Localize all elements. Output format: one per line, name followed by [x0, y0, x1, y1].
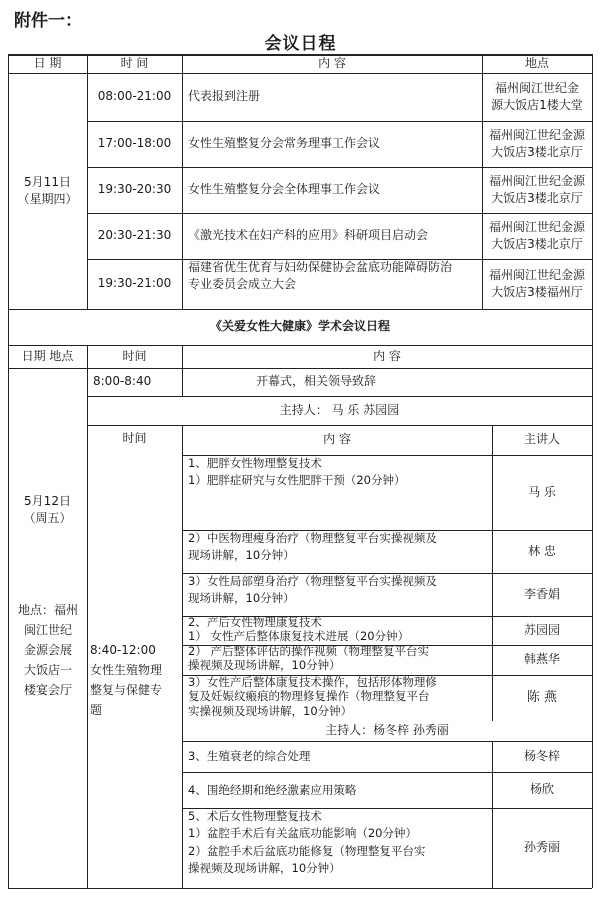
place-line: 福州闽江世纪金源 — [488, 219, 585, 234]
attachment-label: 附件一： — [14, 11, 82, 31]
t1-row3-place — [482, 167, 592, 213]
t1-row2-place — [482, 121, 592, 167]
t1-header-time: 时 间 — [120, 55, 149, 70]
t2-sub-header-speaker: 主讲人 — [523, 432, 560, 447]
content-line: 1） 女性产后整体康复技术进展（20分钟） — [188, 628, 410, 643]
content-line: 福建省优生优育与妇幼保健协会盆底功能障碍防治 — [188, 260, 453, 274]
t2-item-8: 4、围绝经期和绝经激素应用策略 — [188, 782, 357, 797]
t1-row2-content: 女性生殖整复分会常务理事工作会议 — [188, 136, 381, 151]
t2-sub-header-content: 内 容 — [323, 432, 351, 447]
t2-item-2-speaker: 林 忠 — [528, 543, 556, 558]
t2-title: 《关爱女性大健康》学术会议日程 — [209, 319, 390, 334]
t1-row5-content — [182, 259, 482, 309]
place-line: 大饭店3楼北京厅 — [491, 145, 583, 159]
place-line: 福州闽江世纪金源 — [488, 173, 585, 188]
t2-item-6-speaker: 陈 燕 — [526, 689, 558, 705]
t2-date — [8, 490, 87, 530]
content-line: 2、产后女性物理康复技术 — [188, 615, 322, 629]
t1-header-place: 地点 — [524, 55, 549, 70]
t2-item-1-speaker: 马 乐 — [528, 484, 556, 499]
t2-header-date: 日期 地点 — [21, 348, 74, 363]
place-line: 福州闽江世纪金源 — [488, 127, 585, 142]
t2-sub-header-time: 时间 — [122, 431, 147, 446]
t1-row1-time: 08:00-21:00 — [97, 89, 172, 104]
t2-bottom-line — [8, 888, 592, 889]
t2-item-9 — [182, 808, 492, 888]
right-border — [592, 345, 593, 888]
t1-row2-time: 17:00-18:00 — [97, 136, 172, 151]
t2-item-2 — [182, 530, 492, 573]
t1-row3-content: 女性生殖整复分会全体理事工作会议 — [188, 182, 381, 197]
content-line: 1）盆腔手术后有关盆底功能影响（20分钟） — [188, 826, 417, 841]
t2-item-3 — [182, 573, 492, 616]
place-line: 大饭店3楼福州厅 — [491, 285, 583, 299]
content-line: 1、肥胖女性物理整复技术 — [188, 456, 322, 470]
t2-host2: 主持人：杨冬梓 孙秀丽 — [325, 723, 449, 738]
t2-col-line — [87, 345, 88, 888]
content-line: 3）女性产后整体康复技术操作，包括形体物理修 — [188, 675, 437, 689]
place-line: 金源会展 — [23, 643, 72, 657]
content-line: 现场讲解，10分钟） — [188, 547, 295, 562]
left-border — [8, 345, 9, 888]
topic-line: 女性生殖物理 — [90, 663, 163, 677]
content-line: 2）盆腔手术后盆底功能修复（物理整复平台实 — [188, 843, 426, 858]
t1-date-weekday: （星期四） — [17, 192, 78, 206]
place-line: 闽江世纪 — [23, 623, 72, 637]
t2-item-5 — [182, 645, 492, 675]
content-line: 5、术后女性物理整复技术 — [188, 809, 322, 823]
place-line: 楼宴会厅 — [23, 683, 72, 697]
t2-item-5-speaker: 韩燕华 — [523, 652, 560, 667]
place-line: 地点：福州 — [17, 603, 78, 617]
t2-item-9-speaker: 孙秀丽 — [523, 840, 560, 855]
t1-header-content: 内 容 — [318, 55, 346, 70]
t2-item-7-speaker: 杨冬梓 — [523, 748, 560, 763]
place-line: 大饭店3楼北京厅 — [491, 191, 583, 205]
content-line: 复及妊娠纹瘢痕的物理修复操作（物理整复平台 — [188, 689, 430, 704]
t1-row5-place — [482, 259, 592, 309]
topic-line: 题 — [90, 703, 103, 717]
content-line: 2） 产后整体评估的操作视频（物理整复平台实 — [188, 644, 429, 658]
t1-row4-place — [482, 213, 592, 259]
content-line: 2）中医物理瘦身治疗（物理整复平台实操视频及 — [188, 531, 437, 545]
page-title: 会议日程 — [264, 34, 337, 54]
content-line: 现场讲解，10分钟） — [188, 590, 295, 605]
t1-date-day: 5月11日 — [24, 174, 71, 189]
content-line: 操视频及现场讲解，10分钟） — [188, 860, 341, 875]
t2-item-3-speaker: 李香娟 — [523, 586, 560, 601]
topic-line: 整复与保健专 — [90, 683, 163, 697]
content-line: 专业委员会成立大会 — [188, 277, 297, 292]
t2-opening-time: 8:00-8:40 — [93, 374, 152, 389]
t2-opening-content: 开幕式，相关领导致辞 — [256, 374, 377, 389]
t1-date — [8, 73, 87, 309]
content-line: 1）肥胖症研究与女性肥胖干预（20分钟） — [188, 472, 406, 487]
t1-row4-content: 《激光技术在妇产科的应用》科研项目启动会 — [188, 228, 429, 243]
place-line: 福州闽江世纪金源 — [488, 267, 585, 282]
t2-header-content: 内 容 — [373, 348, 401, 363]
t2-item-7: 3、生殖衰老的综合处理 — [188, 749, 311, 764]
t2-session — [90, 640, 180, 720]
place-line: 福州闽江世纪金 — [494, 80, 579, 95]
content-line: 实操视频及现场讲解，10分钟） — [188, 703, 353, 718]
t2-item-6 — [182, 675, 492, 721]
content-line: 操视频及现场讲解，10分钟） — [188, 657, 341, 672]
t2-header-time: 时间 — [122, 348, 147, 363]
t1-header-date: 日 期 — [33, 55, 62, 70]
t2-date-day: 5月12日 — [24, 493, 71, 508]
t1-row4-time: 20:30-21:30 — [97, 228, 172, 243]
t2-item-4 — [182, 616, 492, 645]
t1-row1-content: 代表报到注册 — [188, 89, 261, 104]
t2-item-8-speaker: 杨欣 — [529, 782, 554, 797]
t2-session-time: 8:40-12:00 — [90, 643, 156, 657]
t1-row5-time: 19:30-21:00 — [97, 276, 172, 291]
place-line: 大饭店一 — [23, 663, 72, 677]
t1-row3-time: 19:30-20:30 — [97, 182, 172, 197]
content-line: 3）女性局部塑身治疗（物理整复平台实操视频及 — [188, 574, 437, 588]
place-line: 大饭店3楼北京厅 — [491, 237, 583, 251]
place-line: 源大饭店1楼大堂 — [491, 98, 583, 112]
t2-place — [12, 600, 84, 700]
t2-date-weekday: （周五） — [23, 511, 72, 525]
t2-host1: 主持人： 马 乐 苏园园 — [279, 402, 400, 417]
t2-item-1 — [182, 455, 492, 530]
right-border — [592, 54, 593, 345]
t2-item-4-speaker: 苏园园 — [523, 622, 560, 637]
t1-row1-place — [482, 73, 592, 121]
